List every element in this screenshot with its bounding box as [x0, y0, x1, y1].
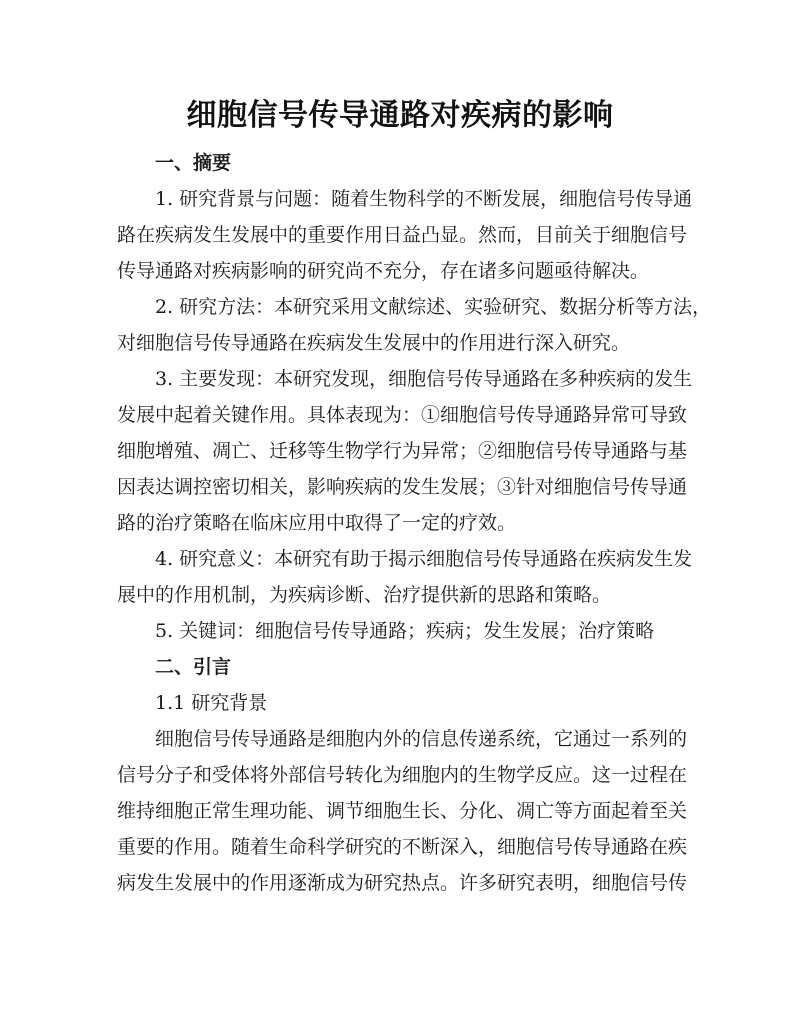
paragraph-line: 路的治疗策略在临床应用中取得了一定的疗效。: [117, 512, 517, 534]
section-heading-abstract: 一、摘要: [155, 152, 232, 174]
subsection-heading-background: 1.1 研究背景: [155, 692, 268, 714]
paragraph-line: 细胞增殖、凋亡、迁移等生物学行为异常；②细胞信号传导通路与基: [117, 440, 688, 462]
paragraph-line: 信号分子和受体将外部信号转化为细胞内的生物学反应。这一过程在: [117, 764, 688, 786]
paragraph-line: 路在疾病发生发展中的重要作用日益凸显。然而，目前关于细胞信号: [117, 224, 688, 246]
paragraph-line: 2. 研究方法：本研究采用文献综述、实验研究、数据分析等方法，: [155, 296, 712, 318]
paragraph-line: 细胞信号传导通路是细胞内外的信息传递系统，它通过一系列的: [155, 728, 688, 750]
paragraph-line: 4. 研究意义：本研究有助于揭示细胞信号传导通路在疾病发生发: [155, 548, 693, 570]
paragraph-line: 病发生发展中的作用逐渐成为研究热点。许多研究表明，细胞信号传: [117, 872, 688, 894]
paragraph-line: 对细胞信号传导通路在疾病发生发展中的作用进行深入研究。: [117, 332, 631, 354]
keywords-line: 5. 关键词：细胞信号传导通路；疾病；发生发展；治疗策略: [155, 620, 655, 642]
section-heading-introduction: 二、引言: [155, 656, 232, 678]
paragraph-line: 因表达调控密切相关，影响疾病的发生发展；③针对细胞信号传导通: [117, 476, 688, 498]
paragraph-line: 1. 研究背景与问题：随着生物科学的不断发展，细胞信号传导通: [155, 188, 693, 210]
document-title: 细胞信号传导通路对疾病的影响: [186, 98, 614, 133]
paragraph-line: 传导通路对疾病影响的研究尚不充分，存在诸多问题亟待解决。: [117, 260, 650, 282]
paragraph-line: 3. 主要发现：本研究发现，细胞信号传导通路在多种疾病的发生: [155, 368, 693, 390]
paragraph-line: 维持细胞正常生理功能、调节细胞生长、分化、凋亡等方面起着至关: [117, 800, 688, 822]
paragraph-line: 发展中起着关键作用。具体表现为：①细胞信号传导通路异常可导致: [117, 404, 688, 426]
paragraph-line: 展中的作用机制，为疾病诊断、治疗提供新的思路和策略。: [117, 584, 612, 606]
paragraph-line: 重要的作用。随着生命科学研究的不断深入，细胞信号传导通路在疾: [117, 836, 688, 858]
